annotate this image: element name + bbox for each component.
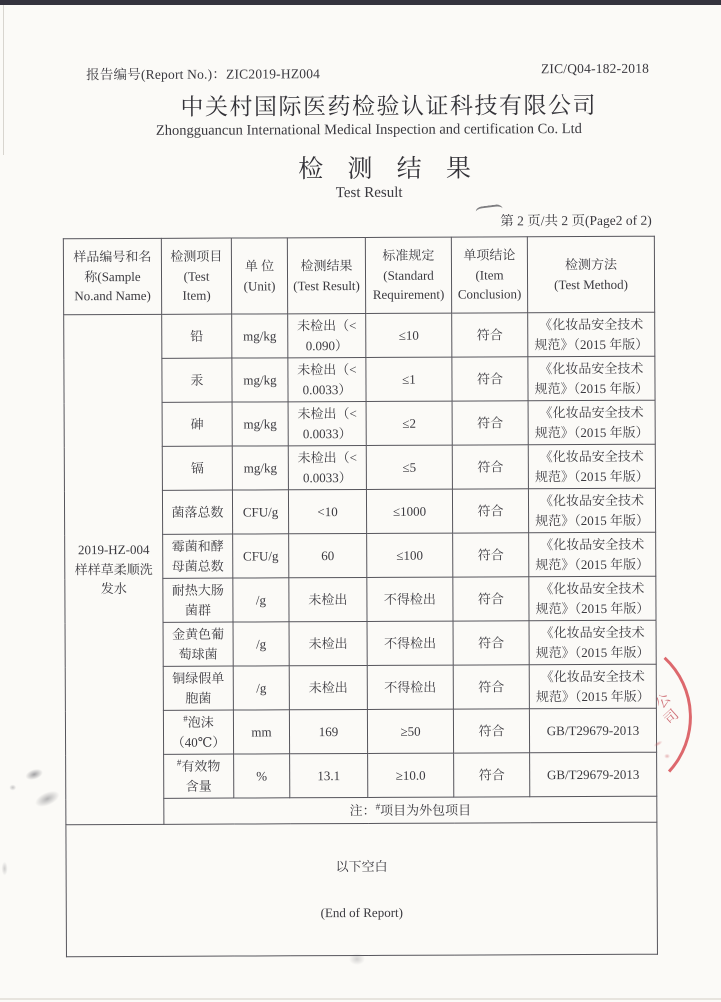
- cell-unit: CFU/g: [233, 534, 289, 578]
- cell-result: <10: [288, 489, 366, 533]
- cell-standard: ≤1000: [366, 489, 452, 533]
- cell-conclusion: 符合: [452, 313, 528, 357]
- ink-smudge: [349, 953, 365, 965]
- col-header-method: 检测方法 (Test Method): [527, 236, 654, 313]
- cell-item: 镉: [162, 446, 232, 490]
- cell-method: GB/T29679-2013: [529, 708, 656, 753]
- cell-item-label: 有效物 含量: [181, 758, 221, 794]
- cell-item: 铅: [162, 314, 232, 358]
- document-title-en: Test Result: [335, 184, 403, 202]
- cell-result: 未检出: [289, 621, 367, 665]
- page-number: 第 2 页/共 2 页(Page2 of 2): [500, 212, 652, 229]
- cell-unit: %: [234, 754, 290, 798]
- outsourced-mark: #: [183, 713, 188, 724]
- cell-result: 未检出: [289, 665, 367, 709]
- cell-method: 《化妆品安全技术 规范》（2015 年版）: [528, 444, 655, 489]
- cell-conclusion: 符合: [452, 489, 528, 533]
- cell-item-label: 泡沫 （40℃）: [171, 714, 226, 750]
- pen-mark: [475, 204, 503, 217]
- table-header-row: [63, 236, 654, 315]
- cell-result: 未检出（< 0.090）: [288, 313, 366, 357]
- cell-result: 未检出（< 0.0033）: [288, 357, 366, 401]
- cell-item: [163, 710, 233, 754]
- end-of-report-cn: 以下空白: [335, 858, 388, 874]
- end-of-report-row: [66, 822, 658, 957]
- company-name-cn: 中关村国际医药检验认证科技有限公司: [180, 92, 598, 120]
- col-header-item: 检测项目 (Test Item): [161, 238, 231, 314]
- cell-conclusion: 符合: [452, 445, 528, 489]
- cell-unit: /g: [233, 578, 289, 622]
- cell-unit: /g: [233, 622, 289, 666]
- cell-conclusion: 符合: [453, 665, 529, 709]
- cell-standard: ≥50: [367, 709, 453, 753]
- cell-conclusion: 符合: [454, 753, 530, 797]
- col-header-standard: 标准规定 (Standard Requirement): [365, 237, 451, 313]
- cell-result: 未检出: [289, 577, 367, 621]
- report-number: [86, 62, 320, 83]
- cell-method: 《化妆品安全技术 规范》（2015 年版）: [529, 664, 656, 709]
- cell-item: 金黄色葡 萄球菌: [163, 622, 233, 666]
- report-number-label: 报告编号(Report No.)：: [86, 66, 227, 83]
- company-name-en: Zhongguancun International Medical Inspection and certification Co. Ltd: [155, 121, 582, 139]
- document-code: ZIC/Q04-182-2018: [540, 60, 650, 77]
- end-of-report-cell: [66, 822, 658, 957]
- document-title-cn: 检 测 结 果: [298, 155, 480, 184]
- company-seal-text: 公: [653, 691, 675, 712]
- cell-unit: mm: [233, 710, 289, 754]
- note-prefix: 注：: [349, 802, 376, 818]
- cell-method: 《化妆品安全技术 规范》（2015 年版）: [529, 532, 656, 577]
- cell-standard: ≥10.0: [368, 753, 454, 797]
- cell-standard: ≤10: [366, 313, 452, 357]
- company-seal-ink-dot: [664, 754, 670, 759]
- col-header-conclusion: 单项结论 (Item Conclusion): [451, 237, 527, 313]
- cell-unit: mg/kg: [232, 402, 288, 446]
- cell-method: GB/T29679-2013: [530, 752, 657, 797]
- report-number-line: [86, 61, 649, 83]
- cell-conclusion: 符合: [453, 577, 529, 621]
- cell-standard: ≤100: [367, 533, 453, 577]
- table-row: [64, 312, 655, 359]
- col-header-unit: 单 位 (Unit): [231, 238, 287, 314]
- cell-standard: 不得检出: [367, 577, 453, 621]
- cell-result: 169: [289, 709, 367, 753]
- ink-smudge: [24, 767, 44, 782]
- cell-conclusion: 符合: [452, 357, 528, 401]
- company-seal-text: 司: [661, 707, 683, 729]
- report-number-value: ZIC2019-HZ004: [225, 66, 321, 82]
- cell-unit: CFU/g: [232, 490, 288, 534]
- cell-result: 60: [289, 533, 367, 577]
- cell-item: 铜绿假单 胞菌: [163, 666, 233, 710]
- cell-unit: mg/kg: [232, 446, 288, 490]
- cell-standard: ≤5: [366, 445, 452, 489]
- outsourced-mark: #: [176, 757, 182, 768]
- col-header-sample: 样品编号和名 称(Sample No.and Name): [63, 238, 161, 314]
- cell-item: 菌落总数: [162, 490, 232, 534]
- cell-result: 未检出（< 0.0033）: [288, 445, 366, 489]
- cell-unit: mg/kg: [232, 358, 288, 402]
- cell-conclusion: 符合: [453, 533, 529, 577]
- cell-method: 《化妆品安全技术 规范》（2015 年版）: [528, 356, 655, 401]
- outsourced-mark: #: [375, 801, 381, 812]
- cell-conclusion: 符合: [453, 621, 529, 665]
- note-cell: [164, 796, 657, 824]
- note-text: 项目为外包项目: [380, 802, 472, 818]
- cell-item: [164, 754, 234, 798]
- end-of-report-en: (End of Report): [320, 904, 403, 920]
- cell-conclusion: 符合: [453, 709, 529, 753]
- cell-standard: 不得检出: [367, 621, 453, 665]
- cell-item: 砷: [162, 402, 232, 446]
- ink-smudge: [33, 788, 62, 811]
- cell-result: 13.1: [290, 753, 368, 797]
- cell-unit: /g: [233, 666, 289, 710]
- cell-result: 未检出（< 0.0033）: [288, 401, 366, 445]
- report-page: [0, 3, 721, 1001]
- cell-standard: ≤1: [366, 357, 452, 401]
- cell-item: 汞: [162, 358, 232, 402]
- cell-unit: mg/kg: [232, 314, 288, 358]
- cell-standard: ≤2: [366, 401, 452, 445]
- cell-conclusion: 符合: [452, 401, 528, 445]
- cell-method: 《化妆品安全技术 规范》（2015 年版）: [528, 488, 655, 533]
- cell-method: 《化妆品安全技术 规范》（2015 年版）: [528, 400, 655, 445]
- test-result-table: [63, 236, 658, 958]
- cell-item: 霉菌和酵 母菌总数: [163, 534, 233, 578]
- col-header-result: 检测结果 (Test Result): [287, 237, 365, 313]
- cell-method: 《化妆品安全技术 规范》（2015 年版）: [528, 312, 655, 357]
- cell-method: 《化妆品安全技术 规范》（2015 年版）: [529, 576, 656, 621]
- sample-name-cell: 2019-HZ-004 样样草柔顺洗 发水: [64, 314, 164, 824]
- ink-smudge: [9, 785, 16, 791]
- cell-item: 耐热大肠 菌群: [163, 578, 233, 622]
- ink-smudge: [2, 862, 8, 876]
- cell-standard: 不得检出: [367, 665, 453, 709]
- cell-method: 《化妆品安全技术 规范》（2015 年版）: [529, 620, 656, 665]
